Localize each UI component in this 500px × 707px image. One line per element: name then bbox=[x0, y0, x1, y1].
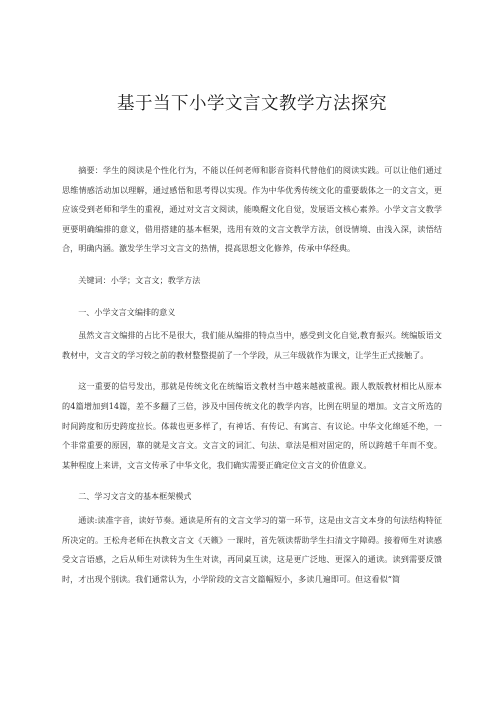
body-paragraph: 虽然文言文编排的占比不是很大，我们能从编排的特点当中，感受到文化自觉,教育振兴。统编版语文教材中，文言文的学习较之前的教材整整提前了一个学段，从三年级就作为课文，让学生正式接触了。 bbox=[62, 330, 442, 360]
section-heading-2: 二、学习文言文的基本框架模式 bbox=[78, 491, 192, 502]
keywords-line: 关键词：小学；文言文；教学方法 bbox=[78, 274, 201, 285]
paper-title: 基于当下小学文言文教学方法探究 bbox=[117, 94, 387, 114]
body-paragraph: 通读:读准字音，读好节奏。通读是所有的文言文学习的第一环节，这是由文言文本身的句法结构特征所决定的。王松舟老师在执教文言文《天籁》一课时，首先领读帮助学生扫清文字障碍。接着师生对读感受文言语感，之后从师生对读转为生生对读，再同桌互读，这是更广泛地、更深入的通读。读到需要反馈时，才出现个别读。我们通常认为，小学阶段的文言文篇幅短小，多读几遍即可。但这看似“简 bbox=[62, 514, 442, 584]
abstract-paragraph: 摘要：学生的阅读是个性化行为，不能以任何老师和影音资料代替他们的阅读实践。可以让他们通过思维情感活动加以理解，通过感悟和思考得以实现。作为中华优秀传统文化的重要载体之一的文言文，更应该受到老师和学生的重视，通过对文言文阅读，能唤醒文化自觉，发展语文核心素养。小学文言文教学更要明确编排的意义，借用搭建的基本框架，选用有效的文言文教学方法，创设情境、由浅入深，读悟结合，明确内涵。激发学生学习文言文的热情，提高思想文化修养，传承中华经典。 bbox=[62, 165, 442, 254]
body-paragraph: 这一重要的信号发出，那就是传统文化在统编语文教材当中越来越被重视。跟人教版教材相比从原本的4篇增加到14篇，差不多翻了三倍，涉及中国传统文化的教学内容，比例在明显的增加。文言文所选的时间跨度和历史跨度拉长。体裁也更多样了，有神话、有传记、有寓言、有议论。中华文化绵延不绝，一个非常重要的原因，靠的就是文言文。文言文的词汇、句法、章法是相对固定的，所以跨越千年而不变。某种程度上来讲，文言文传承了中华文化，我们确实需要正确定位文言文的价值意义。 bbox=[62, 381, 442, 470]
section-heading-1: 一、小学文言文编排的意义 bbox=[78, 306, 176, 317]
